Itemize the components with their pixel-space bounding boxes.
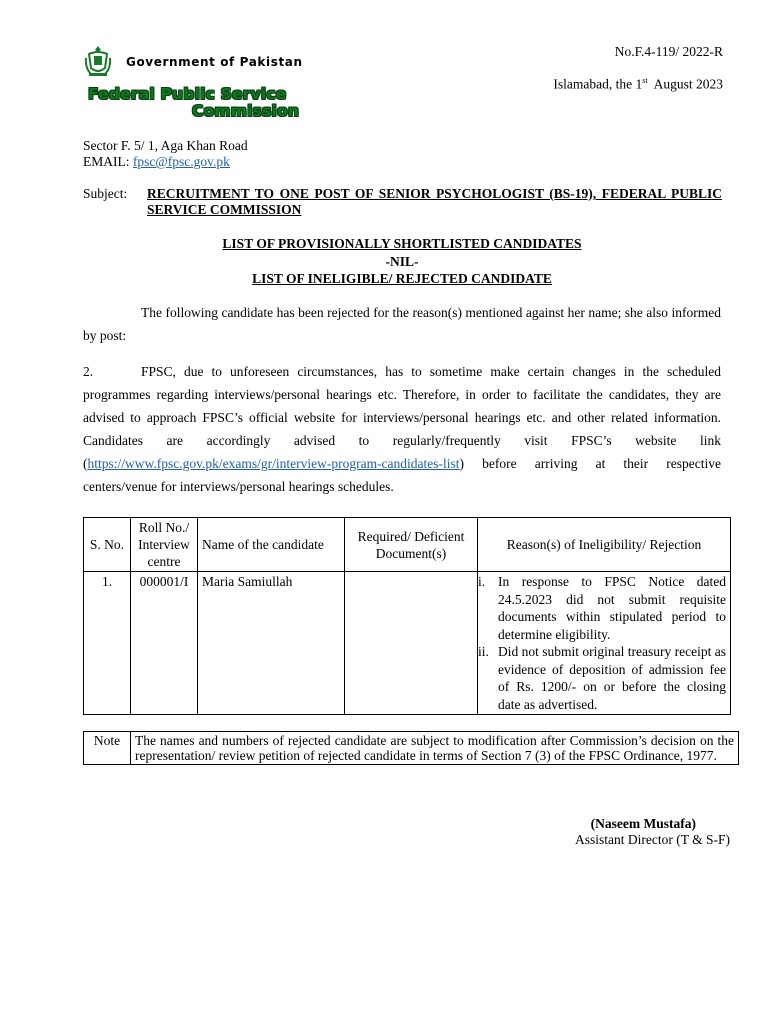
paragraph-2: 2. FPSC, due to unforeseen circumstances, has to sometime make certain changes in the scheduled programmes regarding interviews/personal hearings etc. Therefore, in order to facilitate the candidates, they are advised to approach FPSC’s official website for interviews/personal hearings etc. and other related information. Candidates are accordingly advised to regularly/frequently visit FPSC’s website link (https://www.fpsc.gov.pk/exams/gr/interview-program-candidates-list) before arriving at their respective centers/venue for interviews/personal hearings schedules. [83,364,721,494]
cell-docs [345,572,478,715]
reasons-list [478,573,726,713]
header-sno: S. No. [84,518,131,572]
address-line: Sector F. 5/ 1, Aga Khan Road [83,138,248,153]
table-row [84,572,731,715]
logo-line-2: Commission [192,102,300,120]
email-line: EMAIL: fpsc@fpsc.gov.pk [83,154,230,169]
cell-roll: 000001/I [131,572,198,715]
interview-program-link[interactable]: https://www.fpsc.gov.pk/exams/gr/interview-program-candidates-list [87,456,460,471]
paragraph-1: The following candidate has been rejected for the reason(s) mentioned against her name; she also informed by post: [83,305,721,343]
rejected-candidates-table [83,517,731,715]
government-title: Government of Pakistan [126,55,303,69]
note-text: The names and numbers of rejected candidate are subject to modification after Commission’s decision on the representation/ review petition of rejected candidate in terms of Section 7 (3) of the FPSC Ordinance, 1977. [131,732,739,765]
header-docs: Required/ Deficient Document(s) [345,518,478,572]
list-item: ii. Did not submit original treasury receipt as evidence of deposition of admission fee of Rs. 1200/- on or before the closing date as advertised. [478,644,726,712]
issue-date: Islamabad, the 1st August 2023 [553,76,723,92]
logo-line-1: Federal Public Service [88,85,287,103]
table-header-row [84,518,731,572]
cell-reasons [478,572,731,715]
header-reasons: Reason(s) of Ineligibility/ Rejection [478,518,731,572]
header-name: Name of the candidate [198,518,345,572]
subject-text: RECRUITMENT TO ONE POST OF SENIOR PSYCHOLOGIST (BS-19), FEDERAL PUBLIC SERVICE COMMISSION [147,186,722,217]
cell-name: Maria Samiullah [198,572,345,715]
list-headings [83,235,721,288]
address-block [83,138,248,170]
signatory-name: (Naseem Mustafa) [590,816,696,831]
subject-label: Subject: [83,186,128,201]
cell-sno: 1. [84,572,131,715]
state-emblem-icon [83,44,113,78]
note-box [83,731,739,765]
shortlisted-heading: LIST OF PROVISIONALLY SHORTLISTED CANDIDATES [222,236,582,251]
email-link[interactable]: fpsc@fpsc.gov.pk [132,154,230,169]
fpsc-logo [88,85,300,121]
nil-heading: -NIL- [385,253,419,269]
list-item: i. In response to FPSC Notice dated 24.5.2023 did not submit requisite documents within stipulated period to determine eligibility. [478,574,726,642]
signatory-designation: Assistant Director (T & S-F) [575,832,730,847]
reference-number: No.F.4-119/ 2022-R [614,44,723,59]
rejected-heading: LIST OF INELIGIBLE/ REJECTED CANDIDATE [252,271,552,286]
header-roll: Roll No./ Interview centre [131,518,198,572]
note-label: Note [84,732,131,765]
